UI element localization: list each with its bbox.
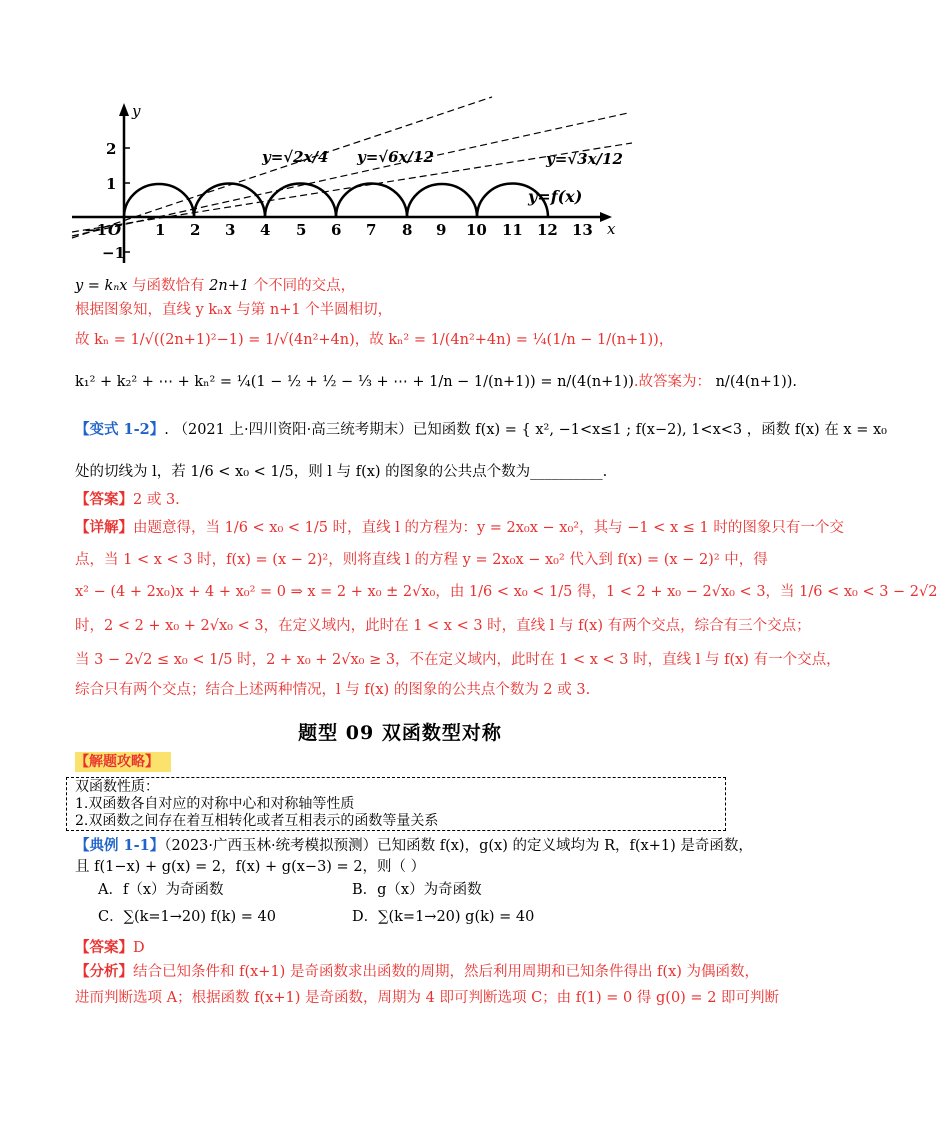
formula-line (75, 330, 745, 350)
x-tick: 12 (537, 221, 558, 239)
strategy-tag: 【解题攻略】 (75, 752, 171, 772)
detail-line: 时，2 < 2 + x₀ + 2√x₀ < 3，在定义域内，此时在 1 < x < 3 时，直线 l 与 f(x) 有两个交点，综合有三个交点； (75, 618, 811, 634)
answer-value: D (133, 940, 145, 956)
y-axis-label: y (132, 102, 141, 120)
x-tick: 7 (366, 221, 377, 239)
text-line: 根据图象知，直线 y kₙx 与第 n+1 个半圆相切， (75, 302, 393, 318)
answer-tag: 【答案】 (75, 491, 133, 508)
answer-line (75, 490, 745, 510)
x-tick: 8 (402, 221, 413, 239)
text-span: 结合已知条件和 f(x+1) 是奇函数求出函数的周期，然后利用周期和已知条件得出 f(x) 为偶函数， (133, 964, 760, 980)
detail-line: 点，当 1 < x < 3 时，f(x) = (x − 2)²，则将直线 l 的方程 y = 2x₀x − x₀² 代入到 f(x) = (x − 2)² 中，得 (75, 552, 768, 568)
text-span: . (792, 374, 797, 390)
answer-line (75, 938, 745, 958)
detail-line: x² − (4 + 2x₀)x + 4 + x₀² = 0 ⇒ x = 2 + x₀ ± 2√x₀，由 1/6 < x₀ < 1/5 得，1 < 2 + x₀ − 2√x₀ < 3，当 1/6 < x₀ < 3 − 2√2 (75, 584, 938, 600)
y-tick-2: 2 (106, 140, 117, 158)
detail-line: 综合只有两个交点；结合上述两种情况，l 与 f(x) 的图象的公共点个数为 2 或 3. (75, 682, 591, 698)
curve-label: y=f(x) (528, 187, 583, 206)
box-line: 1.双函数各自对应的对称中心和对称轴等性质 (75, 796, 355, 812)
analysis-line: 进而判断选项 A；根据函数 f(x+1) 是奇函数，周期为 4 即可判断选项 C；由 f(1) = 0 得 g(0) = 2 即可判断 (75, 990, 780, 1006)
formula: 2n+1 (209, 278, 250, 294)
formula: k₁² + k₂² + ⋯ + kₙ² = ¼(1 − ½ + ½ − ⅓ + ⋯ + 1/n − 1/(n+1)) = n/(4(n+1)) (75, 374, 634, 390)
x-tick: 6 (331, 221, 342, 239)
y-tick-1: 1 (106, 175, 117, 193)
x-tick: 10 (466, 221, 487, 239)
x-axis-label: x (607, 220, 616, 238)
line-label-1: y=√2x/4 (262, 148, 329, 166)
answer-value: 2 或 3. (133, 492, 180, 508)
text-span: . （2021 上·四川资阳·高三统考期末）已知函数 f(x) = { x², −1<x≤1 ; f(x−2), 1<x<3 ，函数 f(x) 在 x = x₀ (164, 422, 887, 438)
x-tick: 9 (436, 221, 447, 239)
variant-tag: 【变式 1-2】 (75, 421, 165, 438)
detail-line: 当 3 − 2√2 ≤ x₀ < 1/5 时，2 + x₀ + 2√x₀ ≥ 3，不在定义域内，此时在 1 < x < 3 时，直线 l 与 f(x) 有一个交点， (75, 652, 841, 668)
section-title: 题型 09 双函数型对称 (298, 722, 502, 744)
formula: n/(4(n+1)) (715, 374, 793, 390)
example-tag: 【典例 1-1】 (75, 837, 165, 854)
detail-tag: 【详解】 (75, 519, 133, 536)
origin-label: O (108, 221, 122, 239)
problem-statement (75, 420, 887, 440)
option-c[interactable]: C．∑(k=1→20) f(k) = 40 (98, 909, 276, 925)
answer-tag: 【答案】 (75, 939, 133, 956)
strategy-box (66, 777, 726, 831)
semicircles (124, 184, 548, 217)
x-tick: 13 (572, 221, 593, 239)
x-tick: 3 (225, 221, 236, 239)
x-tick: 4 (260, 221, 271, 239)
box-line: 双函数性质： (75, 779, 159, 795)
option-a[interactable]: A．f（x）为奇函数 (98, 882, 224, 898)
function-graph (0, 0, 800, 275)
example-statement (75, 836, 753, 856)
option-b[interactable]: B．g（x）为奇函数 (352, 882, 482, 898)
x-ticks (84, 221, 593, 239)
y-tick-neg1: −1 (102, 244, 126, 262)
x-tick: −1 (84, 221, 108, 239)
box-line: 2.双函数之间存在着互相转化或者互相表示的函数等量关系 (75, 813, 439, 829)
text-line (75, 276, 745, 296)
formula: y = kₙx (75, 278, 128, 294)
text-span: 由题意得，当 1/6 < x₀ < 1/5 时，直线 l 的方程为：y = 2x₀x − x₀²，其与 −1 < x ≤ 1 时的图象只有一个交 (133, 520, 844, 536)
detail-line (75, 518, 844, 538)
text-span: （2023·广西玉林·统考模拟预测）已知函数 f(x)，g(x) 的定义域均为 R，f(x+1) 是奇函数， (164, 838, 753, 854)
line-label-3: y=√3x/12 (546, 150, 623, 168)
text-span: 个不同的交点， (253, 278, 356, 294)
analysis-line (75, 962, 760, 982)
line-label-2: y=√6x/12 (357, 148, 434, 166)
problem-statement: 处的切线为 l，若 1/6 < x₀ < 1/5，则 l 与 f(x) 的图象的公共点个数为__________. (75, 464, 608, 480)
y-axis-arrow-icon (119, 103, 129, 116)
formula-line (75, 372, 797, 392)
x-tick: 5 (296, 221, 307, 239)
x-tick: 2 (190, 221, 201, 239)
x-tick: 11 (502, 221, 523, 239)
example-statement: 且 f(1−x) + g(x) = 2，f(x) + g(x−3) = 2，则（ ） (75, 859, 426, 875)
text-span: 与函数恰有 (132, 278, 205, 294)
option-d[interactable]: D．∑(k=1→20) g(k) = 40 (352, 909, 535, 925)
x-tick: 1 (155, 221, 166, 239)
formula: 故 kₙ = 1/√((2n+1)²−1) = 1/√(4n²+4n)，故 kₙ² = 1/(4n²+4n) = ¼(1/n − 1/(n+1))， (75, 332, 674, 348)
analysis-tag: 【分析】 (75, 963, 133, 980)
text-span: .故答案为： (633, 374, 711, 390)
